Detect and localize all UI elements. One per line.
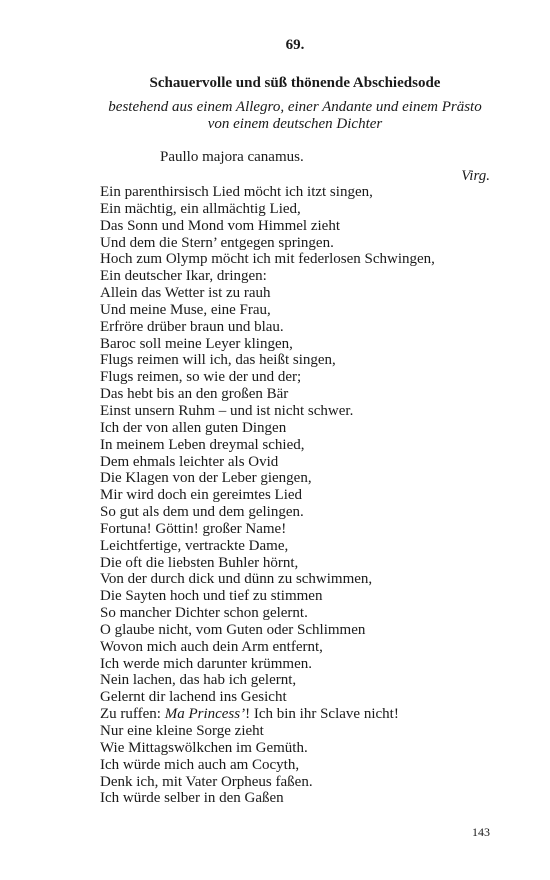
poem-line: Allein das Wetter ist zu rauh [100,285,271,302]
poem-line: Nur eine kleine Sorge zieht [100,723,264,739]
poem-line: Die Klagen von der Leber giengen, [100,470,312,487]
poem-line-emphasis: Ma Princess’ [164,706,246,723]
poem-line: Ich würde mich auch am Cocyth, [100,756,300,773]
poem-body [100,184,520,807]
poem-line: Und dem die Stern’ entgegen springen. [100,234,334,251]
poem-line: Ein deutscher Ikar, dringen: [100,268,267,285]
poem-line: Hoch zum Olymp möcht ich mit federlosen Schwingen, [100,251,435,268]
poem-line: Ich werde mich darunter krümmen. [100,655,312,672]
poem-line: Die oft die liebsten Buhler hörnt, [100,554,299,571]
poem-line: O glaube nicht, vom Guten oder Schlimmen [100,621,366,638]
poem-line: Das Sonn und Mond vom Himmel zieht [100,217,340,234]
motto: Paullo majora canamus. [160,149,304,165]
poem-line: Einst unsern Ruhm – und ist nicht schwer. [100,402,354,419]
poem-line: Ein parenthirsisch Lied möcht ich itzt singen, [100,184,373,200]
motto-attribution: Virg. [461,168,490,184]
poem-number: 69. [285,37,305,53]
poem-line: Von der durch dick und dünn zu schwimmen, [100,571,373,588]
poem-line: Flugs reimen, so wie der und der; [100,369,302,386]
poem-line [100,706,520,723]
poem-line: So gut als dem und dem gelingen. [100,504,304,521]
poem-line: Denk ich, mit Vater Orpheus faßen. [100,773,313,790]
poem-line: Fortuna! Göttin! großer Name! [100,520,287,537]
poem-line: Baroc soll meine Leyer klingen, [100,335,293,352]
poem-line: Nein lachen, das hab ich gelernt, [100,672,297,689]
poem-subtitle: bestehend aus einem Allegro, einer Andante und einem Prästo von einem deutschen Dichter [108,99,482,132]
poem-line: Erfröre drüber braun und blau. [100,318,284,335]
poem-line: Ich würde selber in den Gaßen [100,790,284,807]
poem-line: Wovon mich auch dein Arm entfernt, [100,638,323,655]
poem-line-text: Zu ruffen: [100,706,165,723]
poem-line: Das hebt bis an den großen Bär [100,386,289,403]
poem-line: Dem ehmals leichter als Ovid [100,453,279,470]
poem-line: Flugs reimen will ich, das heißt singen, [100,352,336,369]
poem-line: Gelernt dir lachend ins Gesicht [100,689,287,706]
poem-line: Und meine Muse, eine Frau, [100,301,271,318]
poem-line: So mancher Dichter schon gelernt. [100,605,308,622]
poem-line: Wie Mittagswölkchen im Gemüth. [100,739,308,756]
poem-line-text: ! Ich bin ihr Sclave nicht! [245,706,399,723]
poem-line: Mir wird doch ein gereimtes Lied [100,487,303,504]
poem-line: In meinem Leben dreymal schied, [100,436,305,453]
poem-title: Schauervolle und süß thönende Abschiedsode [149,75,441,91]
poem-line: Ein mächtig, ein allmächtig Lied, [100,200,301,217]
poem-line: Die Sayten hoch und tief zu stimmen [100,588,323,605]
page-number: 143 [472,825,490,839]
poem-line: Leichtfertige, vertrackte Dame, [100,537,289,554]
poem-line: Ich der von allen guten Dingen [100,419,287,436]
